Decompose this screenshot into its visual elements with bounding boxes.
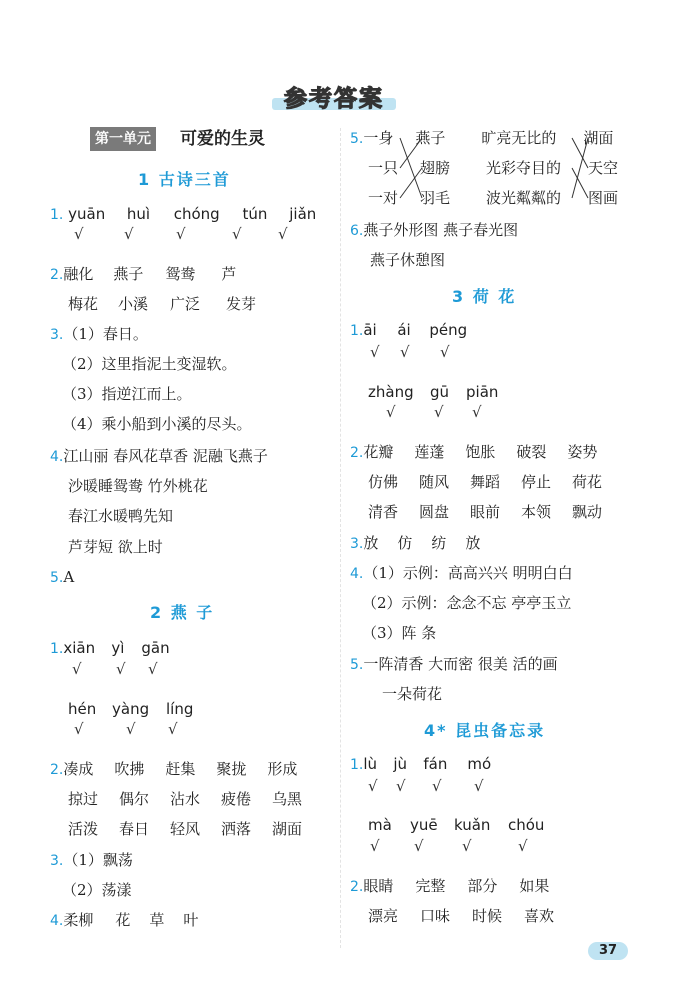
match-col2: 燕子 <box>415 129 446 147</box>
match-line <box>572 168 588 198</box>
match-col3: 波光粼粼的 <box>486 189 562 207</box>
word: 纺 <box>431 534 447 552</box>
check-mark: √ <box>176 225 186 243</box>
page-number: 37 <box>588 942 628 960</box>
pinyin: mó <box>467 755 492 773</box>
l4-q2-line2 <box>368 906 554 926</box>
question-number: 3. <box>350 536 364 552</box>
l3-q2-line2 <box>368 472 602 492</box>
word: 小溪 <box>118 295 149 313</box>
page-title: 参考答案 <box>284 86 384 112</box>
word: 停止 <box>521 473 552 491</box>
pinyin-5: jiǎn <box>289 205 317 223</box>
pinyin: chóu <box>508 816 545 834</box>
word: 掠过 <box>68 790 99 808</box>
check-mark: √ <box>432 777 442 795</box>
answer-text: （1）飘荡 <box>63 851 133 869</box>
match-col1: 一对 <box>368 189 399 207</box>
pinyin: xiān <box>63 639 96 657</box>
word: 春日 <box>119 820 150 838</box>
word: 飘动 <box>572 503 603 521</box>
pinyin-1: yuān <box>68 205 106 223</box>
question-number: 2. <box>350 879 364 895</box>
question-number: 1. <box>350 757 364 773</box>
match-col4: 湖面 <box>583 129 614 147</box>
word: 柔柳 <box>63 911 94 929</box>
pinyin: yì <box>111 639 125 657</box>
check-mark: √ <box>72 660 82 678</box>
l3-q2-line3 <box>368 502 602 522</box>
word: 偶尔 <box>119 790 150 808</box>
question-number: 5. <box>350 657 364 673</box>
pinyin: lù <box>363 755 378 773</box>
check-mark: √ <box>396 777 406 795</box>
word: 姿势 <box>567 443 598 461</box>
word: 湖面 <box>272 820 303 838</box>
word: 仿佛 <box>368 473 399 491</box>
l4-q2-line1 <box>350 876 549 897</box>
pinyin: fán <box>423 755 448 773</box>
l4-q1-pinyin1 <box>350 754 491 775</box>
lesson-1-heading: 1 古诗三首 <box>138 170 231 189</box>
word: 喜欢 <box>524 907 555 925</box>
r-q6-line1 <box>350 220 518 241</box>
l3-q4-item1 <box>350 563 573 584</box>
match-line <box>572 138 588 168</box>
pinyin-2: huì <box>126 205 151 223</box>
word: 荷花 <box>572 473 603 491</box>
l3-q3 <box>350 533 480 554</box>
l3-q2-line1 <box>350 442 597 463</box>
match-col1: 一只 <box>368 159 399 177</box>
pinyin: zhàng <box>368 383 414 401</box>
pinyin: yàng <box>112 700 150 718</box>
word: 融化 <box>63 265 94 283</box>
word: 饱胀 <box>465 443 496 461</box>
check-mark: √ <box>472 403 482 421</box>
word: 鸳鸯 <box>165 265 196 283</box>
l4-q1-pinyin2 <box>368 815 544 835</box>
word: 洒落 <box>221 820 252 838</box>
question-number: 3. <box>50 327 64 343</box>
unit-badge: 第一单元 <box>90 127 156 151</box>
pinyin: piān <box>466 383 499 401</box>
l3-q1-pinyin2 <box>368 382 498 402</box>
unit-title: 可爱的生灵 <box>180 129 265 149</box>
l1-q4-line4: 芦芽短 欲上时 <box>68 538 163 556</box>
question-number: 4. <box>50 449 64 465</box>
l3-q4-item2: （2）示例：念念不忘 亭亭玉立 <box>362 594 572 612</box>
question-number: 2. <box>50 762 64 778</box>
check-mark: √ <box>232 225 242 243</box>
check-mark: √ <box>370 343 380 361</box>
question-number: 6. <box>350 223 364 239</box>
answer-text: （1）示例：高高兴兴 明明白白 <box>363 564 573 582</box>
check-mark: √ <box>434 403 444 421</box>
word: 破裂 <box>516 443 547 461</box>
word: 乌黑 <box>272 790 303 808</box>
word: 部分 <box>467 877 498 895</box>
pinyin: gū <box>430 383 450 401</box>
match-line <box>400 138 422 168</box>
l3-q4-item3: （3）阵 条 <box>362 624 437 642</box>
l2-q3-item2: （2）荡漾 <box>62 881 132 899</box>
word: 广泛 <box>170 295 201 313</box>
word: 形成 <box>267 760 298 778</box>
question-number: 2. <box>50 267 64 283</box>
check-mark: √ <box>370 837 380 855</box>
word: 草 <box>149 911 165 929</box>
pinyin-4: tún <box>242 205 268 223</box>
check-mark: √ <box>116 660 126 678</box>
pinyin: jù <box>393 755 408 773</box>
word: 花瓣 <box>363 443 394 461</box>
l3-q5-line2: 一朵荷花 <box>382 685 443 703</box>
word: 轻风 <box>170 820 201 838</box>
lesson-4-heading: 4* 昆虫备忘录 <box>424 721 546 740</box>
check-mark: √ <box>368 777 378 795</box>
l1-q4-line2: 沙暖睡鸳鸯 竹外桃花 <box>68 477 208 495</box>
match-line <box>400 168 422 198</box>
match-line <box>400 138 422 198</box>
word: 赶集 <box>165 760 196 778</box>
l3-q1-pinyin1 <box>350 320 467 341</box>
pinyin: péng <box>429 321 468 339</box>
pinyin: mà <box>368 816 392 834</box>
pinyin: yuē <box>410 816 438 834</box>
check-mark: √ <box>148 660 158 678</box>
match-line <box>572 138 588 198</box>
question-number: 5. <box>50 570 64 586</box>
pinyin: gān <box>141 639 170 657</box>
question-number: 4. <box>350 566 364 582</box>
match-col3: 旷亮无比的 <box>481 129 557 147</box>
lesson-2-heading: 2 燕 子 <box>150 603 215 622</box>
word: 活泼 <box>68 820 99 838</box>
question-number: 1. <box>350 323 364 339</box>
question-number: 1. <box>50 641 64 657</box>
l3-q5-line1 <box>350 654 558 675</box>
check-mark: √ <box>168 720 178 738</box>
match-col4: 图画 <box>588 189 619 207</box>
question-number: 2. <box>350 445 364 461</box>
pinyin: āi <box>363 321 377 339</box>
question-number: 1. <box>50 207 64 223</box>
l1-q4-line3: 春江水暖鸭先知 <box>68 507 174 525</box>
pinyin: ái <box>397 321 411 339</box>
word: 沾水 <box>170 790 201 808</box>
match-col3: 光彩夺目的 <box>486 159 562 177</box>
word: 叶 <box>183 911 199 929</box>
check-mark: √ <box>126 720 136 738</box>
answer-text: A <box>63 568 75 586</box>
check-mark: √ <box>74 720 84 738</box>
answer-text: 江山丽 春风花草香 泥融飞燕子 <box>63 447 268 465</box>
word: 聚拢 <box>216 760 247 778</box>
word: 芦 <box>221 265 237 283</box>
word: 眼睛 <box>363 877 394 895</box>
l1-q3-item4: （4）乘小船到小溪的尽头。 <box>62 415 252 433</box>
check-mark: √ <box>462 837 472 855</box>
pinyin: hén <box>68 700 97 718</box>
word: 仿 <box>397 534 413 552</box>
word: 圆盘 <box>419 503 450 521</box>
word: 时候 <box>472 907 503 925</box>
word: 梅花 <box>68 295 99 313</box>
match-col1: 一身 <box>363 129 394 147</box>
pinyin: líng <box>166 700 194 718</box>
l1-q3-item2: （2）这里指泥土变湿软。 <box>62 355 237 373</box>
check-mark: √ <box>414 837 424 855</box>
check-mark: √ <box>400 343 410 361</box>
check-mark: √ <box>124 225 134 243</box>
word: 燕子 <box>113 265 144 283</box>
check-mark: √ <box>440 343 450 361</box>
word: 疲倦 <box>221 790 252 808</box>
r-q6-line2: 燕子休憩图 <box>370 251 446 269</box>
check-mark: √ <box>278 225 288 243</box>
pinyin: kuǎn <box>454 816 491 834</box>
check-mark: √ <box>74 225 84 243</box>
lesson-3-heading: 3 荷 花 <box>452 287 517 306</box>
word: 放 <box>363 534 379 552</box>
match-col2: 翅膀 <box>420 159 451 177</box>
word: 口味 <box>420 907 451 925</box>
check-mark: √ <box>518 837 528 855</box>
word: 如果 <box>519 877 550 895</box>
word: 漂亮 <box>368 907 399 925</box>
answer-text: 燕子外形图 燕子春光图 <box>363 221 519 239</box>
question-number: 3. <box>50 853 64 869</box>
word: 舞蹈 <box>470 473 501 491</box>
word: 凑成 <box>63 760 94 778</box>
word: 莲蓬 <box>414 443 445 461</box>
word: 放 <box>465 534 481 552</box>
word: 本领 <box>521 503 552 521</box>
word: 清香 <box>368 503 399 521</box>
answer-text: 一阵清香 大而密 很美 活的画 <box>363 655 558 673</box>
check-mark: √ <box>474 777 484 795</box>
word: 吹拂 <box>114 760 145 778</box>
l1-q3-item3: （3）指逆江而上。 <box>62 385 192 403</box>
answer-text: （1）春日。 <box>63 325 148 343</box>
word: 完整 <box>415 877 446 895</box>
word: 随风 <box>419 473 450 491</box>
match-col2: 羽毛 <box>420 189 451 207</box>
pinyin-3: chóng <box>173 205 220 223</box>
word: 眼前 <box>470 503 501 521</box>
word: 发芽 <box>226 295 257 313</box>
question-number: 4. <box>50 913 64 929</box>
word: 花 <box>115 911 131 929</box>
check-mark: √ <box>386 403 396 421</box>
match-col4: 天空 <box>588 159 619 177</box>
question-number: 5. <box>350 131 364 147</box>
